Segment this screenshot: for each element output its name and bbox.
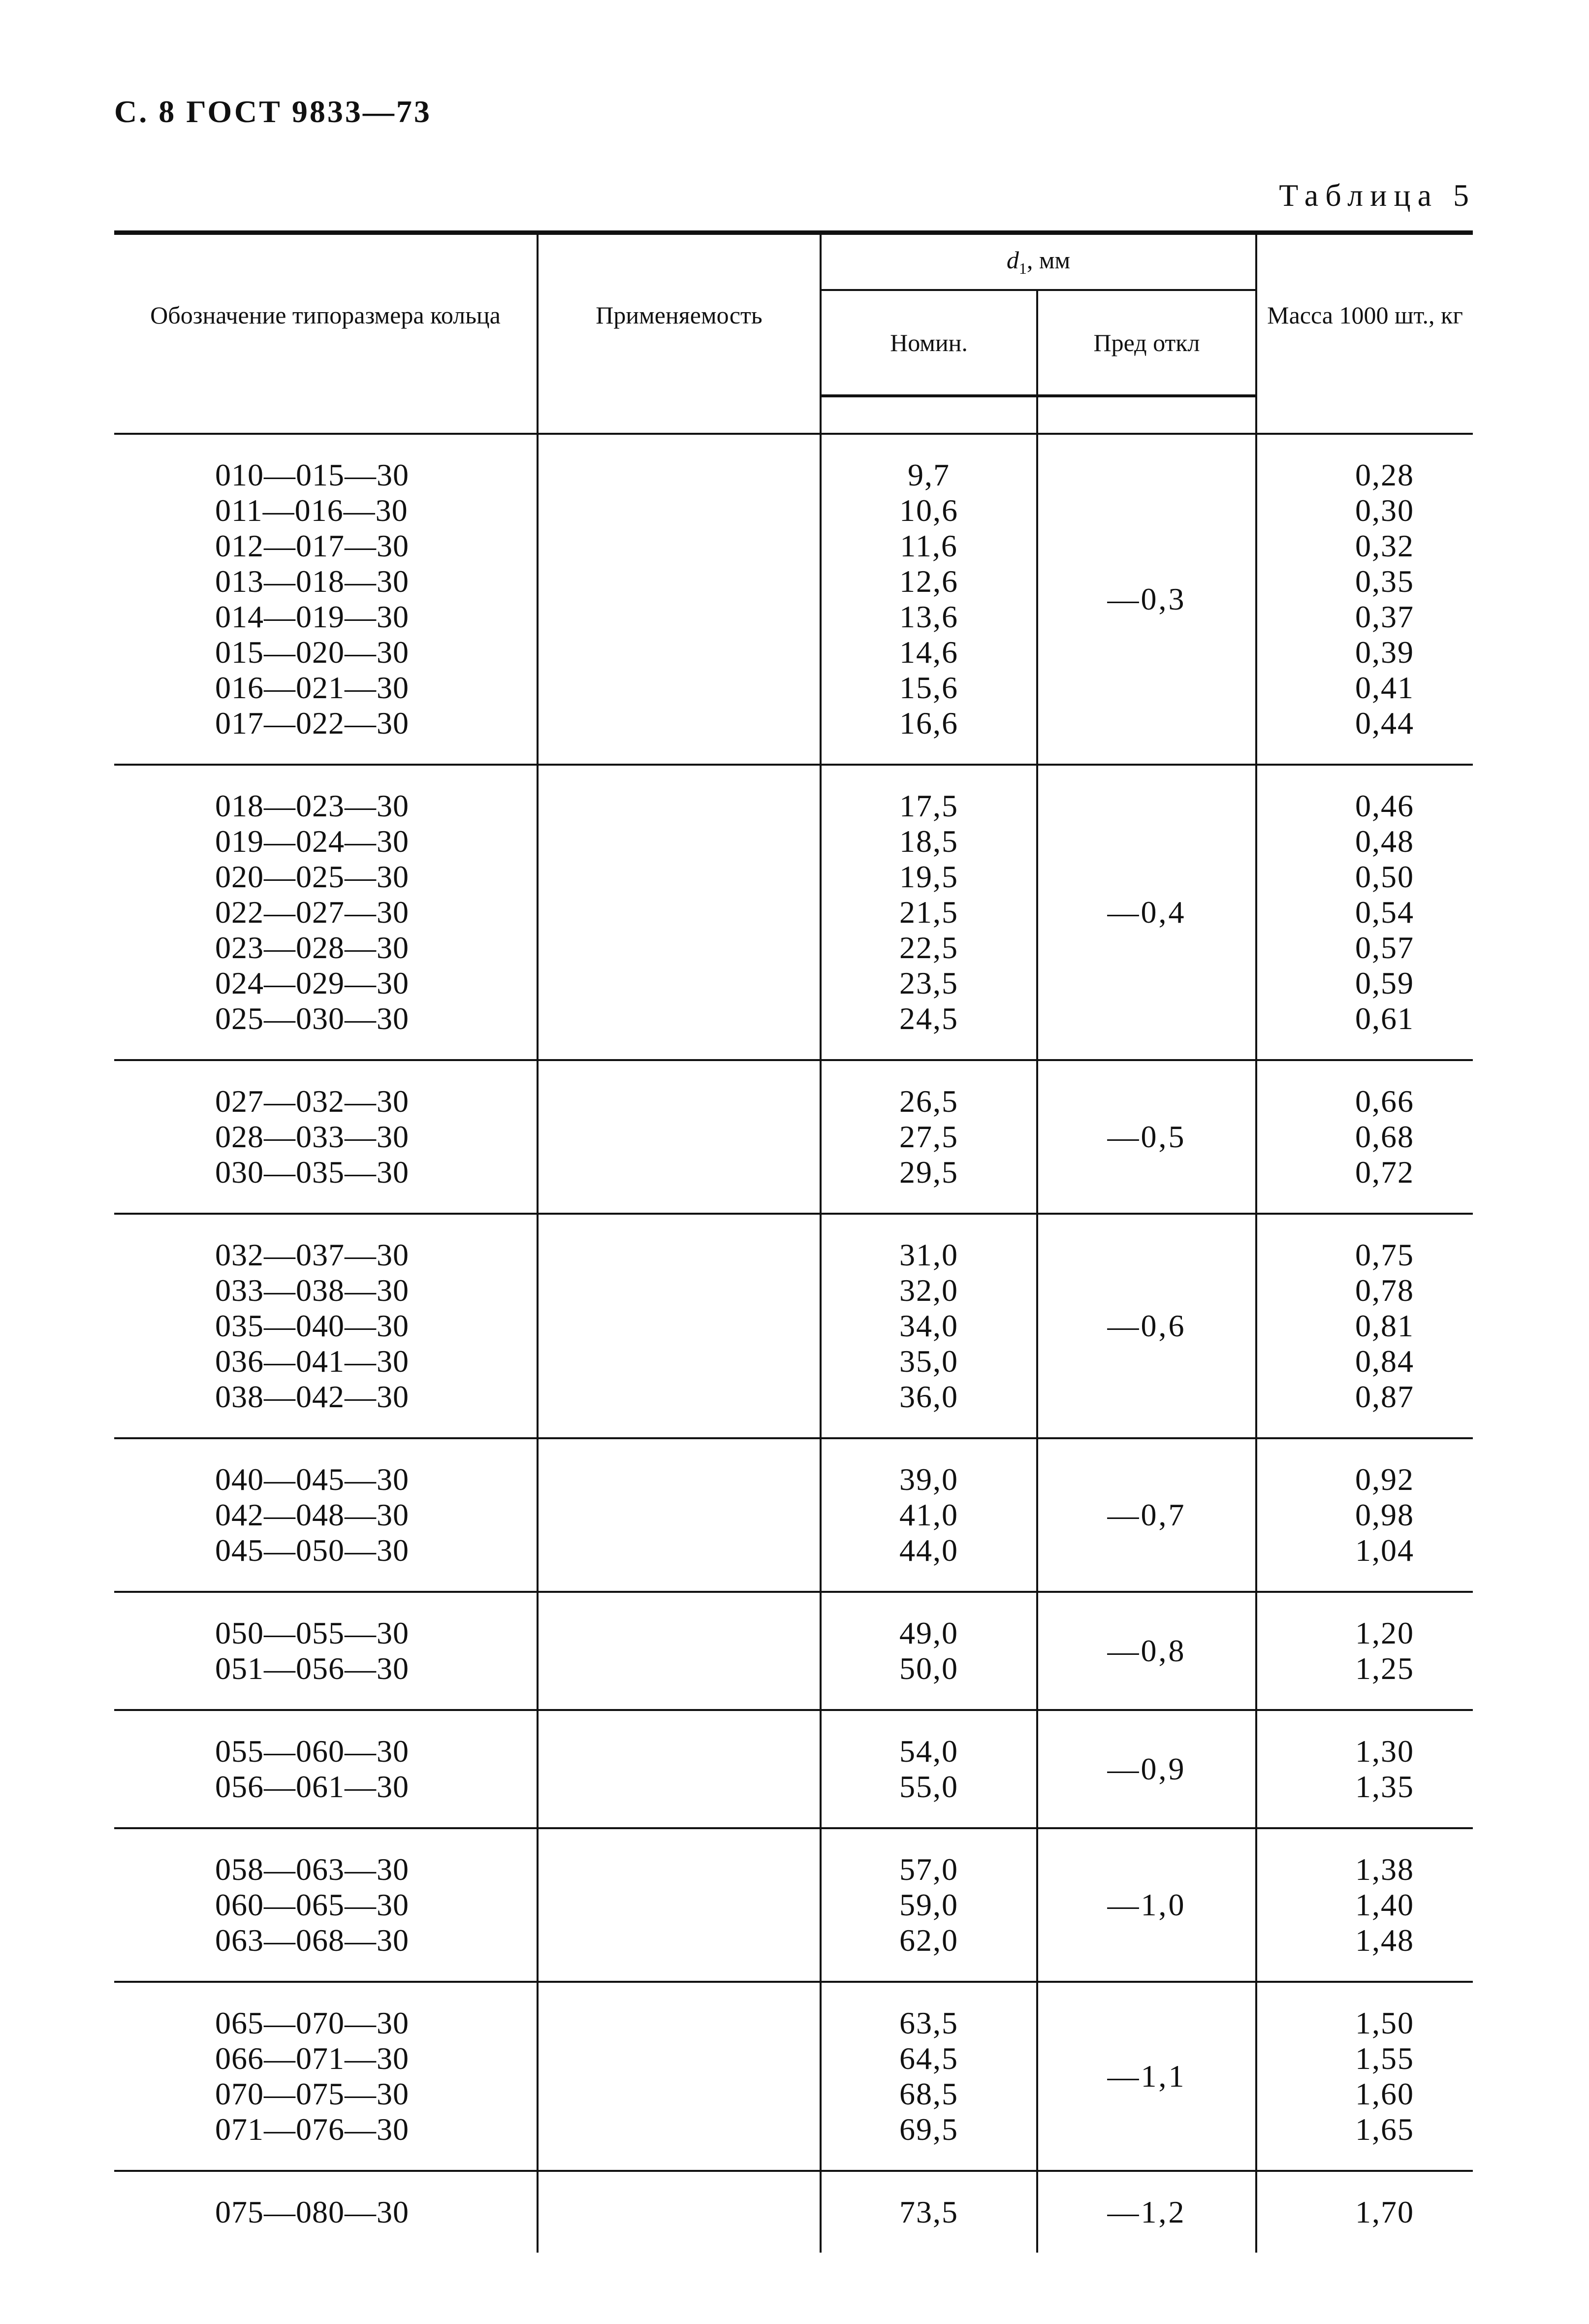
nominal-value: 69,5 bbox=[899, 2112, 958, 2147]
deviation-value: —0,6 bbox=[1037, 1214, 1256, 1438]
ring-designation: 017—022—30 bbox=[215, 706, 409, 741]
nominal-value: 36,0 bbox=[899, 1379, 958, 1414]
ring-designation: 071—076—30 bbox=[215, 2112, 409, 2147]
ring-designation: 022—027—30 bbox=[215, 895, 409, 930]
nominal-value: 32,0 bbox=[899, 1273, 958, 1308]
applicability-cell bbox=[538, 1214, 821, 1438]
applicability-cell bbox=[538, 1438, 821, 1592]
des-cell bbox=[114, 1982, 538, 2171]
nom-cell bbox=[821, 434, 1037, 765]
nominal-value: 13,6 bbox=[899, 599, 958, 634]
nom-cell bbox=[821, 2171, 1037, 2253]
mass-value: 0,81 bbox=[1355, 1308, 1414, 1343]
mass-value: 1,20 bbox=[1355, 1615, 1414, 1650]
col-header-mass: Масса 1000 шт., кг bbox=[1256, 233, 1473, 396]
ring-designation: 063—068—30 bbox=[215, 1923, 409, 1958]
ring-designation: 010—015—30 bbox=[215, 457, 409, 492]
nominal-value: 22,5 bbox=[899, 930, 958, 965]
mas-cell bbox=[1256, 2171, 1473, 2253]
mass-value: 0,92 bbox=[1355, 1462, 1414, 1497]
nominal-value: 62,0 bbox=[899, 1923, 958, 1958]
mass-value: 0,50 bbox=[1355, 859, 1414, 894]
d1-symbol: d bbox=[1006, 246, 1019, 274]
ring-designation: 055—060—30 bbox=[215, 1734, 409, 1769]
nominal-value: 10,6 bbox=[899, 493, 958, 528]
deviation-value: —1,2 bbox=[1037, 2171, 1256, 2253]
mass-value: 0,28 bbox=[1355, 457, 1414, 492]
rings-table bbox=[114, 230, 1473, 2253]
mass-value: 0,78 bbox=[1355, 1273, 1414, 1308]
nominal-value: 27,5 bbox=[899, 1119, 958, 1154]
mass-value: 1,48 bbox=[1355, 1923, 1414, 1958]
applicability-cell bbox=[538, 1982, 821, 2171]
ring-designation: 040—045—30 bbox=[215, 1462, 409, 1497]
mas-cell bbox=[1256, 1828, 1473, 1982]
col-header-d1 bbox=[821, 233, 1256, 290]
ring-designation: 015—020—30 bbox=[215, 635, 409, 670]
nominal-value: 54,0 bbox=[899, 1734, 958, 1769]
nominal-value: 50,0 bbox=[899, 1651, 958, 1686]
des-cell bbox=[114, 1438, 538, 1592]
applicability-cell bbox=[538, 1828, 821, 1982]
nominal-value: 12,6 bbox=[899, 564, 958, 599]
mass-value: 0,84 bbox=[1355, 1344, 1414, 1379]
ring-designation: 066—071—30 bbox=[215, 2041, 409, 2076]
nominal-value: 49,0 bbox=[899, 1615, 958, 1650]
nominal-value: 34,0 bbox=[899, 1308, 958, 1343]
mass-value: 0,72 bbox=[1355, 1155, 1414, 1190]
deviation-value: —0,7 bbox=[1037, 1438, 1256, 1592]
deviation-value: —0,4 bbox=[1037, 765, 1256, 1060]
nominal-value: 17,5 bbox=[899, 788, 958, 823]
nominal-value: 15,6 bbox=[899, 670, 958, 705]
table-label: Таблица 5 bbox=[1279, 178, 1476, 213]
mas-cell bbox=[1256, 1438, 1473, 1592]
ring-designation: 030—035—30 bbox=[215, 1155, 409, 1190]
mass-value: 1,30 bbox=[1355, 1734, 1414, 1769]
nominal-value: 18,5 bbox=[899, 824, 958, 859]
nominal-value: 24,5 bbox=[899, 1001, 958, 1036]
ring-designation: 045—050—30 bbox=[215, 1533, 409, 1568]
ring-designation: 060—065—30 bbox=[215, 1887, 409, 1922]
mass-value: 0,46 bbox=[1355, 788, 1414, 823]
nominal-value: 31,0 bbox=[899, 1237, 958, 1272]
mass-value: 1,60 bbox=[1355, 2076, 1414, 2111]
mass-value: 0,39 bbox=[1355, 635, 1414, 670]
ring-designation: 050—055—30 bbox=[215, 1615, 409, 1650]
mas-cell bbox=[1256, 1060, 1473, 1214]
table-row bbox=[114, 1438, 1473, 1592]
col-header-deviation: Пред откл bbox=[1037, 290, 1256, 396]
mass-value: 0,59 bbox=[1355, 966, 1414, 1001]
ring-designation: 028—033—30 bbox=[215, 1119, 409, 1154]
deviation-value: —1,1 bbox=[1037, 1982, 1256, 2171]
mass-value: 0,98 bbox=[1355, 1497, 1414, 1532]
des-cell bbox=[114, 1060, 538, 1214]
nominal-value: 64,5 bbox=[899, 2041, 958, 2076]
mas-cell bbox=[1256, 1982, 1473, 2171]
ring-designation: 019—024—30 bbox=[215, 824, 409, 859]
ring-designation: 012—017—30 bbox=[215, 528, 409, 563]
ring-designation: 024—029—30 bbox=[215, 966, 409, 1001]
nominal-value: 63,5 bbox=[899, 2005, 958, 2040]
nom-cell bbox=[821, 1982, 1037, 2171]
deviation-value: —1,0 bbox=[1037, 1828, 1256, 1982]
mass-value: 1,35 bbox=[1355, 1769, 1414, 1804]
nominal-value: 59,0 bbox=[899, 1887, 958, 1922]
mass-value: 1,40 bbox=[1355, 1887, 1414, 1922]
nominal-value: 44,0 bbox=[899, 1533, 958, 1568]
ring-designation: 051—056—30 bbox=[215, 1651, 409, 1686]
col-header-nominal: Номин. bbox=[821, 290, 1037, 396]
ring-designation: 018—023—30 bbox=[215, 788, 409, 823]
d1-subscript: 1 bbox=[1018, 259, 1027, 277]
nominal-value: 14,6 bbox=[899, 635, 958, 670]
ring-designation: 056—061—30 bbox=[215, 1769, 409, 1804]
des-cell bbox=[114, 1710, 538, 1828]
nominal-value: 9,7 bbox=[908, 457, 950, 492]
ring-designation: 011—016—30 bbox=[215, 493, 408, 528]
nom-cell bbox=[821, 1592, 1037, 1710]
ring-designation: 042—048—30 bbox=[215, 1497, 409, 1532]
nominal-value: 35,0 bbox=[899, 1344, 958, 1379]
nom-cell bbox=[821, 1710, 1037, 1828]
mas-cell bbox=[1256, 434, 1473, 765]
mass-value: 1,70 bbox=[1355, 2195, 1414, 2229]
mas-cell bbox=[1256, 1592, 1473, 1710]
nominal-value: 23,5 bbox=[899, 966, 958, 1001]
col-header-designation: Обозначение типоразмера кольца bbox=[114, 233, 538, 396]
mass-value: 0,68 bbox=[1355, 1119, 1414, 1154]
col-header-applicability: Применяемость bbox=[538, 233, 821, 396]
ring-designation: 016—021—30 bbox=[215, 670, 409, 705]
mass-value: 0,57 bbox=[1355, 930, 1414, 965]
mass-value: 0,30 bbox=[1355, 493, 1414, 528]
nominal-value: 57,0 bbox=[899, 1852, 958, 1887]
ring-designation: 038—042—30 bbox=[215, 1379, 409, 1414]
nom-cell bbox=[821, 1060, 1037, 1214]
nominal-value: 68,5 bbox=[899, 2076, 958, 2111]
applicability-cell bbox=[538, 1060, 821, 1214]
mass-value: 1,55 bbox=[1355, 2041, 1414, 2076]
table-row bbox=[114, 2171, 1473, 2253]
mass-value: 0,61 bbox=[1355, 1001, 1414, 1036]
des-cell bbox=[114, 434, 538, 765]
des-cell bbox=[114, 765, 538, 1060]
nominal-value: 16,6 bbox=[899, 706, 958, 741]
table-row bbox=[114, 765, 1473, 1060]
applicability-cell bbox=[538, 2171, 821, 2253]
nominal-value: 55,0 bbox=[899, 1769, 958, 1804]
mass-value: 0,54 bbox=[1355, 895, 1414, 930]
table-row bbox=[114, 1828, 1473, 1982]
spacer-row bbox=[114, 396, 1473, 434]
table-row bbox=[114, 1214, 1473, 1438]
deviation-value: —0,5 bbox=[1037, 1060, 1256, 1214]
applicability-cell bbox=[538, 1592, 821, 1710]
ring-designation: 033—038—30 bbox=[215, 1273, 409, 1308]
des-cell bbox=[114, 2171, 538, 2253]
ring-designation: 032—037—30 bbox=[215, 1237, 409, 1272]
nominal-value: 39,0 bbox=[899, 1462, 958, 1497]
ring-designation: 023—028—30 bbox=[215, 930, 409, 965]
mass-value: 0,87 bbox=[1355, 1379, 1414, 1414]
nominal-value: 29,5 bbox=[899, 1155, 958, 1190]
mas-cell bbox=[1256, 1214, 1473, 1438]
ring-designation: 065—070—30 bbox=[215, 2005, 409, 2040]
nominal-value: 73,5 bbox=[899, 2195, 958, 2229]
des-cell bbox=[114, 1214, 538, 1438]
ring-designation: 020—025—30 bbox=[215, 859, 409, 894]
mas-cell bbox=[1256, 1710, 1473, 1828]
mass-value: 0,66 bbox=[1355, 1084, 1414, 1119]
ring-designation: 014—019—30 bbox=[215, 599, 409, 634]
nominal-value: 41,0 bbox=[899, 1497, 958, 1532]
applicability-cell bbox=[538, 1710, 821, 1828]
table-row bbox=[114, 1710, 1473, 1828]
mass-value: 0,32 bbox=[1355, 528, 1414, 563]
ring-designation: 070—075—30 bbox=[215, 2076, 409, 2111]
table-row bbox=[114, 1060, 1473, 1214]
mass-value: 1,25 bbox=[1355, 1651, 1414, 1686]
mass-value: 1,38 bbox=[1355, 1852, 1414, 1887]
nominal-value: 11,6 bbox=[900, 528, 958, 563]
des-cell bbox=[114, 1592, 538, 1710]
page-header: С. 8 ГОСТ 9833—73 bbox=[114, 94, 432, 129]
ring-designation: 013—018—30 bbox=[215, 564, 409, 599]
table-row bbox=[114, 1982, 1473, 2171]
d1-unit: , мм bbox=[1026, 246, 1071, 274]
mass-value: 0,75 bbox=[1355, 1237, 1414, 1272]
nom-cell bbox=[821, 1214, 1037, 1438]
des-cell bbox=[114, 1828, 538, 1982]
nominal-value: 19,5 bbox=[899, 859, 958, 894]
ring-designation: 075—080—30 bbox=[215, 2195, 409, 2229]
nominal-value: 21,5 bbox=[899, 895, 958, 930]
mass-value: 0,41 bbox=[1355, 670, 1414, 705]
table-row bbox=[114, 434, 1473, 765]
ring-designation: 025—030—30 bbox=[215, 1001, 409, 1036]
deviation-value: —0,9 bbox=[1037, 1710, 1256, 1828]
nominal-value: 26,5 bbox=[899, 1084, 958, 1119]
table-row bbox=[114, 1592, 1473, 1710]
mass-value: 0,44 bbox=[1355, 706, 1414, 741]
mass-value: 0,48 bbox=[1355, 824, 1414, 859]
ring-designation: 035—040—30 bbox=[215, 1308, 409, 1343]
deviation-value: —0,8 bbox=[1037, 1592, 1256, 1710]
table-header bbox=[114, 233, 1473, 396]
ring-designation: 058—063—30 bbox=[215, 1852, 409, 1887]
ring-designation: 036—041—30 bbox=[215, 1344, 409, 1379]
deviation-value: —0,3 bbox=[1037, 434, 1256, 765]
ring-designation: 027—032—30 bbox=[215, 1084, 409, 1119]
table-body bbox=[114, 396, 1473, 2253]
applicability-cell bbox=[538, 765, 821, 1060]
mass-value: 1,65 bbox=[1355, 2112, 1414, 2147]
applicability-cell bbox=[538, 434, 821, 765]
mass-value: 1,04 bbox=[1355, 1533, 1414, 1568]
nom-cell bbox=[821, 1828, 1037, 1982]
mass-value: 0,35 bbox=[1355, 564, 1414, 599]
mass-value: 1,50 bbox=[1355, 2005, 1414, 2040]
mass-value: 0,37 bbox=[1355, 599, 1414, 634]
mas-cell bbox=[1256, 765, 1473, 1060]
nom-cell bbox=[821, 1438, 1037, 1592]
nom-cell bbox=[821, 765, 1037, 1060]
